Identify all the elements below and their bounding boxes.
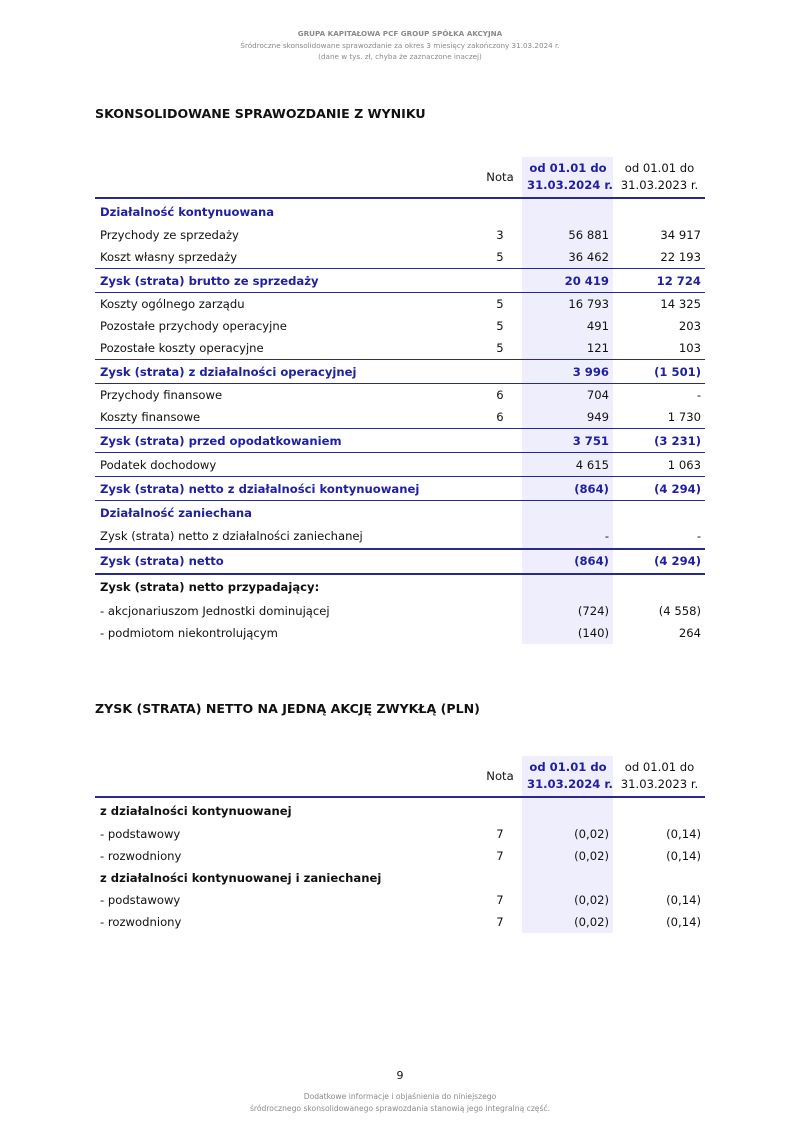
footer-line-1: Dodatkowe informacje i objaśnienia do niniejszego	[303, 1092, 497, 1101]
table-row	[95, 453, 705, 477]
row-previous-value	[613, 797, 705, 823]
header-nota: Nota	[477, 756, 522, 797]
table-row	[95, 269, 705, 293]
row-label: - rozwodniony	[100, 915, 182, 929]
row-current-value	[522, 501, 613, 525]
header-previous-line2: 31.03.2023 r.	[620, 178, 699, 192]
row-label: Działalność zaniechana	[100, 505, 252, 520]
row-nota	[477, 525, 522, 549]
row-previous-value: 264	[678, 625, 701, 640]
table-row	[95, 477, 705, 501]
row-label: Pozostałe przychody operacyjne	[100, 319, 287, 333]
row-label: Zysk (strata) netto z działalności zaniechanej	[95, 525, 477, 549]
row-nota	[477, 198, 522, 224]
row-label: Przychody finansowe	[100, 388, 223, 402]
row-current-value: (864)	[522, 549, 613, 574]
table-row	[95, 867, 705, 889]
row-previous-value: (0,14)	[666, 849, 701, 863]
row-current-value: 4 615	[522, 453, 613, 477]
document-footer	[0, 1091, 800, 1115]
row-nota	[477, 600, 522, 622]
row-current-value: 121	[522, 337, 613, 360]
header-previous-line1: od 01.01 do	[624, 760, 695, 774]
row-current-value: (0,02)	[522, 889, 613, 911]
row-nota: 3	[496, 228, 504, 242]
row-nota	[477, 477, 522, 501]
row-nota: 5	[477, 337, 522, 360]
table-row	[95, 360, 705, 384]
row-current-value	[522, 198, 613, 224]
table-row	[95, 501, 705, 525]
row-label: z działalności kontynuowanej	[100, 803, 292, 818]
row-current-value: 36 462	[522, 246, 613, 269]
row-nota	[477, 360, 522, 384]
table-row	[95, 293, 705, 316]
row-label: Zysk (strata) netto z działalności kontynuowanej	[95, 477, 477, 501]
table-row	[95, 600, 705, 622]
row-current-value: 3 996	[522, 360, 613, 384]
row-current-value	[522, 797, 613, 823]
eps-table	[95, 756, 705, 933]
table-row	[95, 622, 705, 644]
row-current-value: 56 881	[522, 224, 613, 246]
row-previous-value: (1 501)	[613, 360, 705, 384]
row-nota	[477, 574, 522, 600]
table-row	[95, 797, 705, 823]
row-previous-value: (0,14)	[666, 827, 701, 841]
row-current-value: (724)	[522, 600, 613, 622]
row-current-value: (0,02)	[522, 845, 613, 867]
row-previous-value: 12 724	[613, 269, 705, 293]
row-current-value	[522, 867, 613, 889]
row-previous-value: 1 730	[613, 406, 705, 429]
table-row	[95, 574, 705, 600]
row-label: Zysk (strata) brutto ze sprzedaży	[95, 269, 477, 293]
table-row	[95, 429, 705, 453]
row-previous-value: (4 294)	[613, 549, 705, 574]
row-label: Koszty ogólnego zarządu	[100, 297, 245, 311]
table-row	[95, 406, 705, 429]
row-previous-value: (4 558)	[658, 603, 701, 618]
row-nota	[477, 453, 522, 477]
row-current-value: 3 751	[522, 429, 613, 453]
row-label: Koszty finansowe	[95, 406, 477, 429]
row-previous-value: (4 294)	[613, 477, 705, 501]
row-current-value: (864)	[522, 477, 613, 501]
page-number: 9	[396, 1069, 404, 1082]
income-statement-table	[95, 157, 705, 644]
row-previous-value: -	[696, 388, 701, 402]
row-previous-value: 103	[613, 337, 705, 360]
row-label: - podstawowy	[100, 893, 181, 907]
row-previous-value: 203	[678, 319, 701, 333]
row-previous-value: (0,14)	[666, 915, 701, 929]
header-nota: Nota	[477, 157, 522, 198]
row-label: - akcjonariuszom Jednostki dominującej	[100, 603, 330, 618]
row-label: Podatek dochodowy	[95, 453, 477, 477]
row-label: z działalności kontynuowanej i zaniechanej	[100, 871, 382, 885]
row-current-value: 949	[522, 406, 613, 429]
row-previous-value: 14 325	[660, 297, 701, 311]
row-label: Działalność kontynuowana	[100, 204, 275, 219]
header-label-cell	[95, 756, 477, 797]
row-nota: 7	[496, 827, 504, 841]
row-label: Przychody ze sprzedaży	[100, 228, 239, 242]
row-previous-value	[613, 198, 705, 224]
row-nota: 7	[496, 893, 504, 907]
row-label: Zysk (strata) netto	[95, 549, 477, 574]
row-label: - podstawowy	[100, 827, 181, 841]
header-previous-line1: od 01.01 do	[624, 161, 695, 175]
row-label: Pozostałe koszty operacyjne	[95, 337, 477, 360]
table-row	[95, 384, 705, 407]
header-current-period	[522, 157, 613, 198]
row-nota: 5	[496, 297, 504, 311]
table-row	[95, 549, 705, 574]
header-current-line1: od 01.01 do	[529, 161, 607, 175]
row-nota	[477, 269, 522, 293]
table-row	[95, 823, 705, 845]
row-previous-value: (0,14)	[666, 893, 701, 907]
table-row	[95, 315, 705, 337]
row-nota: 7	[496, 915, 504, 929]
row-previous-value: (3 231)	[613, 429, 705, 453]
row-nota	[477, 797, 522, 823]
row-nota: 5	[477, 246, 522, 269]
row-label: Koszt własny sprzedaży	[95, 246, 477, 269]
header-current-line1: od 01.01 do	[529, 760, 607, 774]
header-current-period	[522, 756, 613, 797]
report-subtitle: Śródroczne skonsolidowane sprawozdanie za okres 3 miesięcy zakończony 31.03.2024 r.	[240, 40, 560, 50]
eps-title: ZYSK (STRATA) NETTO NA JEDNĄ AKCJĘ ZWYKŁĄ (PLN)	[95, 701, 480, 716]
footer-line-2: śródrocznego skonsolidowanego sprawozdania stanowią jego integralną część.	[249, 1104, 551, 1113]
table-row	[95, 224, 705, 246]
header-current-line2: 31.03.2024 r.	[527, 178, 613, 192]
row-current-value: 491	[522, 315, 613, 337]
table-row	[95, 337, 705, 360]
row-current-value: 16 793	[522, 293, 613, 316]
row-current-value: (140)	[522, 622, 613, 644]
table-row	[95, 525, 705, 549]
table-row	[95, 845, 705, 867]
row-previous-value: 1 063	[613, 453, 705, 477]
table-row	[95, 246, 705, 269]
row-current-value: 20 419	[522, 269, 613, 293]
units-note: (dane w tys. zł, chyba że zaznaczone inaczej)	[318, 52, 482, 61]
income-statement-title: SKONSOLIDOWANE SPRAWOZDANIE Z WYNIKU	[95, 106, 426, 121]
table-row	[95, 911, 705, 933]
row-nota: 5	[496, 319, 504, 333]
row-current-value	[522, 574, 613, 600]
row-label: - rozwodniony	[100, 849, 182, 863]
header-label-cell	[95, 157, 477, 198]
header-previous-line2: 31.03.2023 r.	[620, 777, 699, 791]
row-previous-value: -	[613, 525, 705, 549]
row-label: - podmiotom niekontrolującym	[100, 625, 278, 640]
table-header-row	[95, 756, 705, 797]
table-header-row	[95, 157, 705, 198]
header-previous-period	[613, 157, 705, 198]
header-current-line2: 31.03.2024 r.	[527, 777, 613, 791]
row-current-value: -	[522, 525, 613, 549]
row-current-value: (0,02)	[522, 911, 613, 933]
row-previous-value: 34 917	[660, 228, 701, 242]
document-header	[0, 28, 800, 63]
row-nota	[477, 549, 522, 574]
company-name: GRUPA KAPITAŁOWA PCF GROUP SPÓŁKA AKCYJNA	[297, 29, 503, 38]
table-row	[95, 198, 705, 224]
row-label: Zysk (strata) z działalności operacyjnej	[95, 360, 477, 384]
row-nota	[477, 429, 522, 453]
row-label: Zysk (strata) przed opodatkowaniem	[95, 429, 477, 453]
row-previous-value	[613, 867, 705, 889]
row-nota: 6	[496, 388, 504, 402]
row-nota	[477, 622, 522, 644]
row-nota: 6	[477, 406, 522, 429]
header-previous-period	[613, 756, 705, 797]
row-nota	[477, 867, 522, 889]
row-current-value: 704	[522, 384, 613, 407]
row-previous-value	[613, 574, 705, 600]
row-previous-value: 22 193	[613, 246, 705, 269]
row-label: Zysk (strata) netto przypadający:	[100, 580, 320, 594]
row-previous-value	[613, 501, 705, 525]
row-nota: 7	[496, 849, 504, 863]
row-nota	[477, 501, 522, 525]
table-row	[95, 889, 705, 911]
row-current-value: (0,02)	[522, 823, 613, 845]
